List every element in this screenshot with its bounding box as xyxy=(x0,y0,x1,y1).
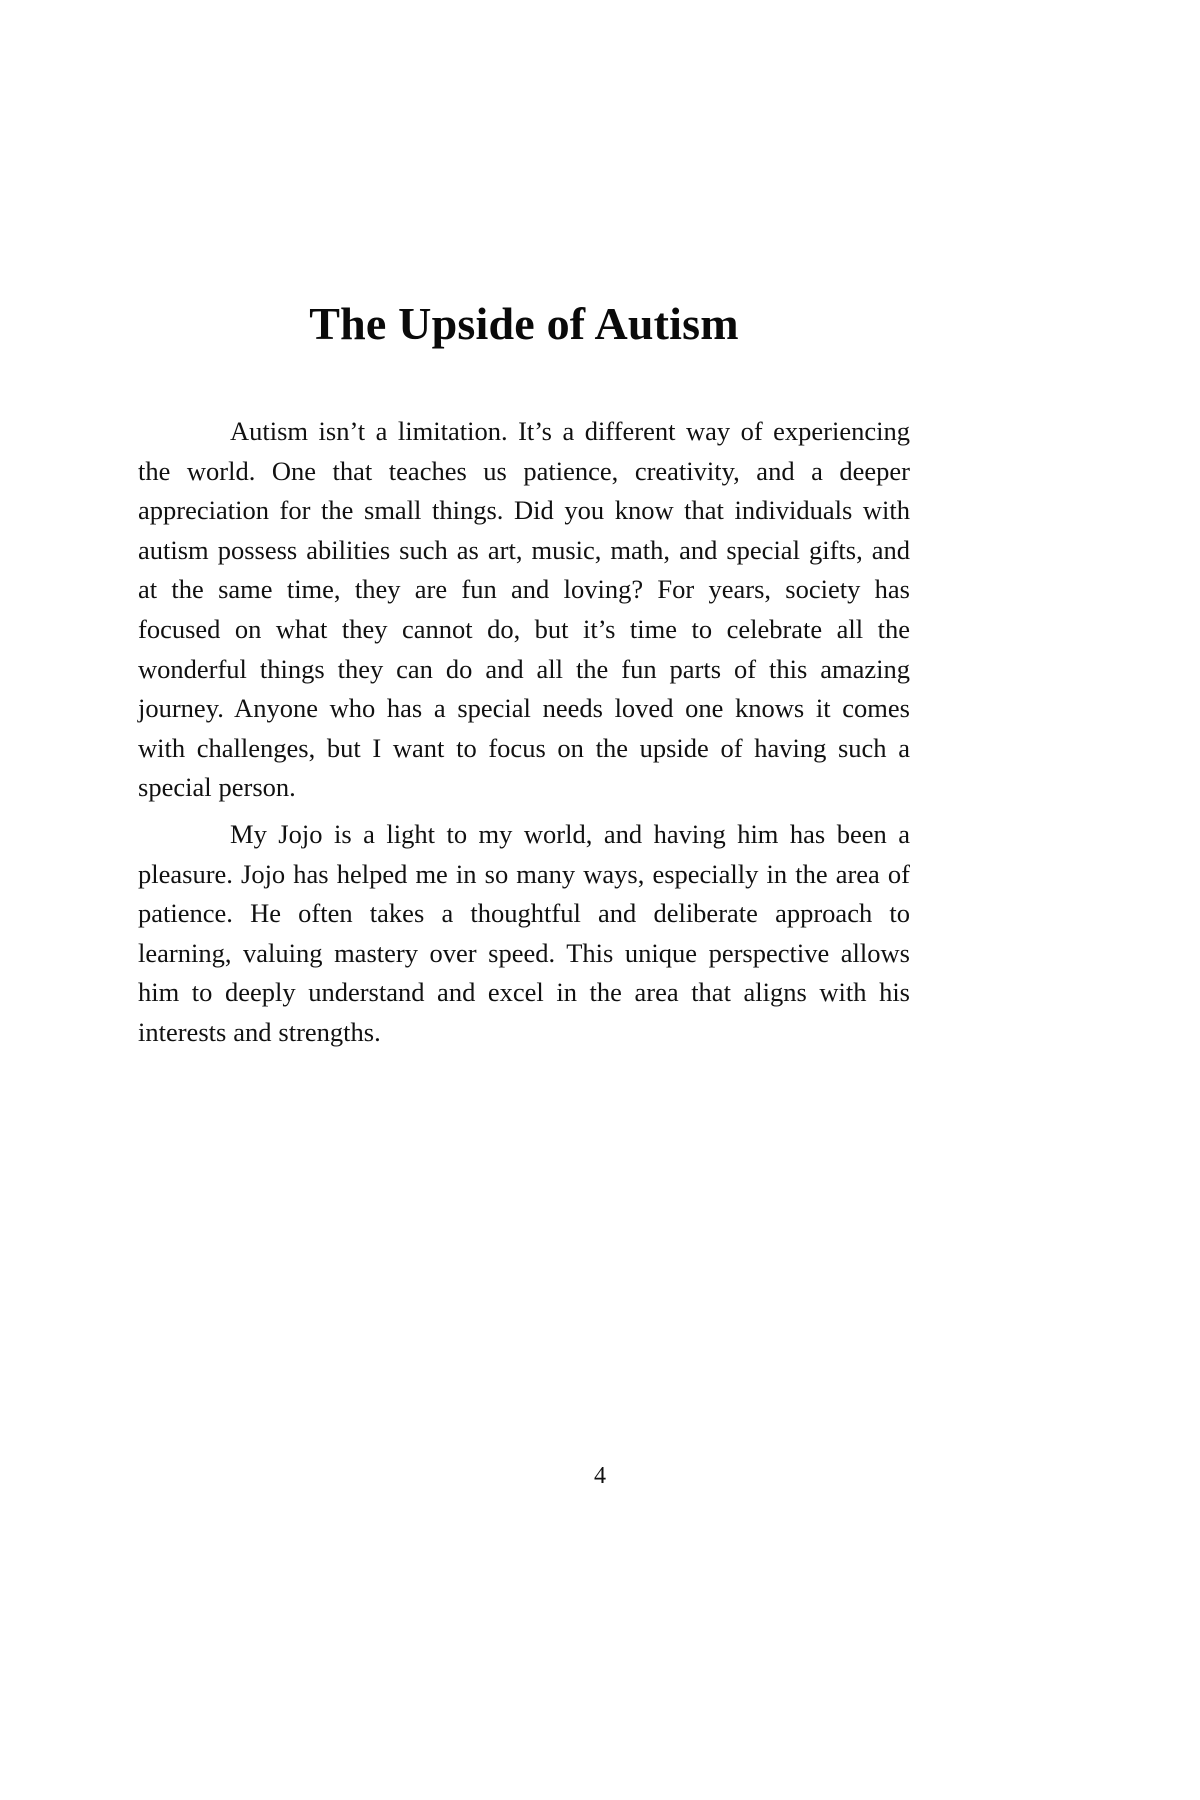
body-text-block xyxy=(138,412,910,1053)
page-title: The Upside of Autism xyxy=(309,298,739,349)
paragraph-2: My Jojo is a light to my world, and having him has been a pleasure. Jojo has helped me in so many ways, especially in the area of patience. He often takes a thoughtful and deliberate approach to learning, valuing mastery over speed. This unique perspective allows him to deeply understand and excel in the area that aligns with his interests and strengths. xyxy=(138,818,910,1047)
page-number: 4 xyxy=(594,1463,606,1489)
paragraph-1: Autism isn’t a limitation. It’s a different way of experiencing the world. One that teaches us patience, creativity, and a deeper appreciation for the small things. Did you know that individuals with autism possess abilities such as art, music, math, and special gifts, and at the same time, they are fun and loving? For years, society has focused on what they cannot do, but it’s time to celebrate all the wonderful things they can do and all the fun parts of this amazing journey. Anyone who has a special needs loved one knows it comes with challenges, but I want to focus on the upside of having such a special person. xyxy=(138,416,910,803)
